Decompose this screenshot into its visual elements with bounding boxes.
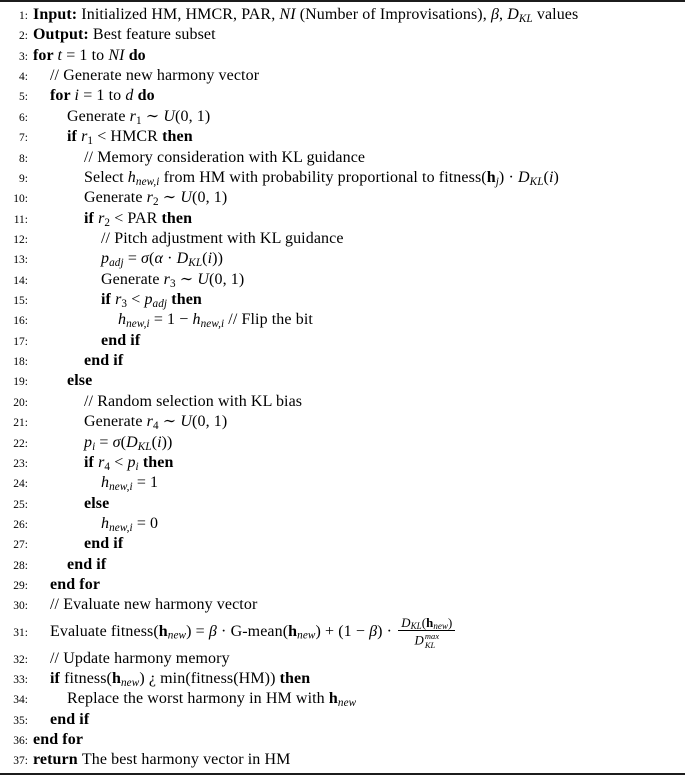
text-segment: end if	[50, 710, 90, 728]
line-number: 26:	[13, 518, 28, 531]
fraction-denominator	[398, 631, 455, 650]
line-number: 13:	[13, 254, 28, 267]
line-content	[33, 494, 681, 514]
line-content	[33, 107, 681, 127]
line-number: 6:	[19, 111, 28, 124]
text-segment: do	[137, 87, 155, 105]
text-segment: Input:	[33, 6, 78, 23]
algorithm-line-8	[2, 148, 681, 168]
text-segment: ∼	[158, 413, 181, 431]
text-segment: 4	[152, 419, 159, 432]
text-segment: r	[163, 270, 170, 288]
text-segment: new,i	[135, 175, 160, 188]
text-segment: KL	[424, 639, 436, 650]
text-segment: The best harmony vector in HM	[81, 751, 291, 769]
text-segment: if	[101, 291, 116, 309]
text-segment: d	[125, 87, 134, 105]
text-segment: (	[202, 250, 208, 268]
text-segment: else	[84, 494, 110, 512]
line-number: 14:	[13, 274, 28, 287]
algorithm-line-36	[2, 730, 681, 750]
text-segment: p	[127, 453, 136, 471]
text-segment: i	[135, 460, 139, 473]
line-number: 15:	[13, 295, 28, 308]
text-segment: (Number of Improvisations),	[295, 6, 491, 23]
text-segment: ∼	[141, 107, 164, 125]
text-segment: )	[553, 168, 559, 186]
text-segment: if	[50, 670, 65, 688]
text-segment: i	[92, 440, 96, 453]
algorithm-line-35	[2, 710, 681, 730]
line-number: 3:	[19, 50, 28, 63]
line-content	[33, 412, 681, 432]
algorithm-line-32	[2, 649, 681, 669]
algorithm-line-14	[2, 270, 681, 290]
text-segment: Best feature subset	[88, 26, 216, 44]
text-segment: D	[176, 250, 189, 268]
text-segment: t	[57, 46, 63, 64]
algorithm-line-33	[2, 669, 681, 689]
text-segment: end if	[84, 352, 124, 370]
text-segment: do	[128, 46, 146, 64]
line-number: 35:	[13, 714, 28, 727]
text-segment: D	[401, 615, 411, 630]
line-content	[33, 453, 681, 473]
text-segment: new	[433, 621, 449, 632]
text-segment: if	[84, 453, 99, 471]
text-segment: ) ·	[498, 168, 518, 186]
text-segment: σ	[141, 250, 150, 268]
line-content	[33, 25, 681, 45]
text-segment: )	[448, 615, 453, 630]
text-segment: U	[180, 413, 193, 431]
line-content	[33, 310, 681, 330]
algorithm-line-28	[2, 555, 681, 575]
algorithm-line-17	[2, 331, 681, 351]
text-segment: 4	[104, 460, 111, 473]
text-segment: new	[167, 629, 187, 642]
text-segment: = 1 to	[62, 46, 109, 64]
line-content	[33, 689, 681, 709]
text-segment: ∼	[158, 189, 181, 207]
line-content	[33, 229, 681, 249]
text-segment: ))	[161, 433, 173, 451]
line-number: 28:	[13, 559, 28, 572]
text-segment: from HM with probability proportional to fitness(	[159, 168, 487, 186]
algorithm-line-31	[2, 616, 681, 649]
line-content	[33, 433, 681, 453]
line-content	[33, 392, 681, 412]
line-number: 5:	[19, 91, 28, 104]
line-number: 11:	[13, 213, 28, 226]
text-segment: // Random selection with KL bias	[84, 392, 303, 410]
text-segment: new	[120, 676, 140, 689]
text-segment: = 1 to	[79, 87, 126, 105]
algorithm-line-3	[2, 46, 681, 66]
text-segment: (	[149, 250, 155, 268]
line-content	[33, 555, 681, 575]
text-segment: then	[162, 128, 193, 146]
text-segment: U	[163, 107, 176, 125]
line-number: 20:	[13, 396, 28, 409]
text-segment: U	[180, 189, 193, 207]
text-segment: h	[101, 474, 110, 492]
algorithm-line-1	[2, 5, 681, 25]
text-segment: h	[127, 168, 136, 186]
line-number: 1:	[19, 10, 28, 22]
text-segment: end if	[101, 331, 141, 349]
line-content	[33, 649, 681, 669]
line-number: 17:	[13, 335, 28, 348]
text-segment: r	[146, 413, 153, 431]
line-number: 21:	[13, 417, 28, 430]
text-segment: end if	[84, 535, 124, 553]
text-segment: end if	[67, 555, 107, 573]
text-segment: // Flip the bit	[224, 311, 313, 329]
line-content	[33, 270, 681, 290]
text-segment: NI	[108, 46, 125, 64]
text-segment: else	[67, 372, 93, 390]
line-content	[33, 148, 681, 168]
text-segment: 2	[152, 196, 159, 209]
fraction	[398, 616, 455, 650]
text-segment: NI	[279, 6, 296, 23]
line-number: 22:	[13, 437, 28, 450]
text-segment: r	[98, 209, 105, 227]
text-segment: D	[507, 6, 519, 23]
text-segment: max	[424, 631, 440, 642]
algorithm-line-16	[2, 310, 681, 330]
line-number: 19:	[13, 376, 28, 389]
text-segment: Generate	[84, 413, 147, 431]
text-segment: Initialized HM, HMCR, PAR,	[77, 6, 280, 23]
line-content	[33, 595, 681, 615]
line-content	[33, 209, 681, 229]
text-segment: new,i	[109, 521, 133, 534]
line-number: 23:	[13, 457, 28, 470]
text-segment: ) =	[186, 622, 209, 640]
text-segment: ) + (1 −	[315, 622, 370, 640]
line-number: 12:	[13, 233, 28, 246]
text-segment: i	[207, 250, 213, 268]
algorithm-lines	[0, 2, 685, 773]
text-segment: (	[151, 433, 158, 451]
line-number: 10:	[13, 193, 28, 206]
line-content	[33, 371, 681, 391]
text-segment: // Pitch adjustment with KL guidance	[101, 229, 344, 247]
line-content	[33, 514, 681, 534]
algorithm-line-26	[2, 514, 681, 534]
text-segment: β	[369, 622, 378, 640]
text-segment: i	[157, 433, 162, 451]
line-content	[33, 669, 681, 689]
text-segment: r	[129, 107, 136, 125]
text-segment: KL	[518, 12, 533, 25]
algorithm-line-27	[2, 534, 681, 554]
text-segment: h	[111, 670, 121, 688]
text-segment: < HMCR	[93, 128, 163, 146]
text-segment: Generate	[84, 189, 147, 207]
line-number: 9:	[19, 172, 28, 185]
text-segment: < PAR	[110, 209, 162, 227]
line-content	[33, 331, 681, 351]
text-segment: for	[33, 46, 58, 64]
text-segment: end for	[33, 731, 84, 749]
text-segment: h	[118, 311, 127, 329]
algorithm-line-22	[2, 433, 681, 453]
text-segment: β	[490, 6, 500, 23]
line-number: 18:	[13, 356, 28, 369]
text-segment: (0, 1)	[192, 189, 228, 207]
line-content	[33, 351, 681, 371]
algorithm-line-29	[2, 575, 681, 595]
text-segment: α	[154, 250, 163, 268]
text-segment: (0, 1)	[192, 413, 228, 431]
text-segment: j	[495, 175, 499, 188]
text-segment: r	[146, 189, 153, 207]
line-number: 36:	[13, 735, 28, 748]
text-segment: values	[532, 6, 579, 23]
line-number: 4:	[19, 71, 28, 84]
text-segment: h	[328, 690, 338, 708]
algorithm-line-2	[2, 25, 681, 45]
text-segment: then	[279, 670, 311, 688]
text-segment: for	[50, 87, 75, 105]
text-segment: if	[67, 128, 82, 146]
algorithm-line-11	[2, 209, 681, 229]
text-segment: D	[126, 433, 138, 451]
line-content	[33, 46, 681, 66]
line-content	[33, 575, 681, 595]
line-number: 30:	[13, 600, 28, 613]
algorithm-line-10	[2, 188, 681, 208]
text-segment: Generate	[67, 107, 130, 125]
line-content	[33, 750, 681, 770]
text-segment: D	[414, 633, 424, 648]
line-number: 33:	[13, 674, 28, 687]
text-segment: KL	[410, 621, 422, 632]
text-segment: Select	[84, 168, 128, 186]
text-segment: Evaluate fitness(	[50, 622, 159, 640]
line-number: 32:	[13, 653, 28, 666]
text-segment: β	[208, 622, 217, 640]
text-segment: new	[337, 697, 357, 710]
text-segment: KL	[188, 257, 203, 270]
text-segment: 3	[121, 297, 128, 310]
text-segment: // Update harmony memory	[50, 649, 230, 667]
algorithm-line-4	[2, 66, 681, 86]
algorithm-line-6	[2, 107, 681, 127]
text-segment: 3	[169, 277, 176, 290]
algorithm-line-5	[2, 86, 681, 106]
algorithm-line-12	[2, 229, 681, 249]
algorithm-line-19	[2, 371, 681, 391]
line-number: 16:	[13, 315, 28, 328]
algorithm-line-15	[2, 290, 681, 310]
line-number: 2:	[19, 30, 28, 43]
text-segment: h	[158, 622, 168, 640]
text-segment: p	[144, 291, 153, 309]
text-segment: ·	[162, 250, 177, 268]
line-content	[33, 5, 681, 25]
text-segment: (0, 1)	[175, 107, 211, 125]
text-segment: (	[543, 168, 549, 186]
text-segment: then	[161, 209, 193, 227]
text-segment: = 0	[132, 514, 159, 532]
text-segment: ))	[212, 250, 224, 268]
line-number: 31:	[13, 626, 28, 639]
line-number: 27:	[13, 539, 28, 552]
text-segment: p	[101, 250, 110, 268]
text-segment: ) ·	[377, 622, 397, 640]
text-segment: i	[74, 87, 80, 105]
text-segment: adj	[152, 297, 168, 310]
text-segment: r	[98, 453, 105, 471]
text-segment: · G-mean(	[216, 622, 289, 640]
line-content	[33, 168, 681, 188]
text-segment: h	[486, 168, 496, 186]
text-segment: end for	[50, 576, 101, 594]
text-segment: (	[421, 615, 427, 630]
text-segment: KL	[529, 175, 544, 188]
text-segment: // Generate new harmony vector	[50, 67, 260, 85]
line-content	[33, 249, 681, 269]
text-segment: h	[426, 615, 434, 630]
text-segment: Generate	[101, 270, 164, 288]
text-segment: ,	[499, 6, 508, 23]
text-segment: KL	[137, 440, 152, 453]
text-segment: (0, 1)	[209, 270, 245, 288]
text-segment: 1	[135, 114, 142, 127]
text-segment: r	[81, 128, 88, 146]
fraction-numerator	[398, 616, 455, 631]
text-segment: new,i	[109, 481, 133, 494]
line-number: 34:	[13, 694, 28, 707]
text-segment: = 1	[132, 474, 159, 492]
text-segment: // Memory consideration with KL guidance	[84, 148, 366, 166]
text-segment: then	[142, 453, 174, 471]
text-segment: // Evaluate new harmony vector	[50, 596, 258, 614]
text-segment: p	[84, 433, 93, 451]
algorithm-line-18	[2, 351, 681, 371]
line-content	[33, 188, 681, 208]
text-segment: (	[120, 433, 127, 451]
supsub-stack	[425, 632, 439, 650]
text-segment: fitness(	[64, 670, 112, 688]
line-content	[33, 127, 681, 147]
line-number: 7:	[19, 132, 28, 145]
algorithm-line-9	[2, 168, 681, 188]
line-number: 24:	[13, 478, 28, 491]
line-number: 8:	[19, 152, 28, 165]
text-segment: D	[517, 168, 530, 186]
algorithm-line-21	[2, 412, 681, 432]
algorithm-line-23	[2, 453, 681, 473]
line-content	[33, 290, 681, 310]
algorithm-line-20	[2, 392, 681, 412]
text-segment: h	[288, 622, 298, 640]
text-segment: <	[110, 453, 128, 471]
line-content	[33, 66, 681, 86]
text-segment: return	[33, 751, 82, 769]
algorithm-line-30	[2, 595, 681, 615]
text-segment: then	[171, 291, 202, 309]
text-segment: Replace the worst harmony in HM with	[67, 690, 329, 708]
text-segment: h	[101, 514, 110, 532]
line-number: 37:	[13, 755, 28, 768]
algorithm-line-37	[2, 750, 681, 770]
text-segment: σ	[112, 433, 121, 451]
text-segment: ∼	[175, 270, 198, 288]
algorithm-line-7	[2, 127, 681, 147]
text-segment: 2	[104, 216, 111, 229]
line-content	[33, 730, 681, 750]
line-number: 29:	[13, 580, 28, 593]
text-segment: i	[548, 168, 554, 186]
algorithm-line-13	[2, 249, 681, 269]
line-content	[33, 473, 681, 493]
algorithm-line-34	[2, 689, 681, 709]
line-content	[33, 710, 681, 730]
line-content	[33, 616, 681, 650]
text-segment: =	[95, 433, 113, 451]
text-segment: U	[197, 270, 210, 288]
line-number: 25:	[13, 498, 28, 511]
text-segment: <	[127, 291, 145, 309]
text-segment: 1	[87, 134, 94, 147]
algorithm-line-24	[2, 473, 681, 493]
text-segment: r	[115, 291, 122, 309]
text-segment: new,i	[126, 318, 150, 331]
text-segment: if	[84, 209, 99, 227]
text-segment: ) ¿ min(fitness(HM))	[139, 670, 280, 688]
text-segment: = 1 −	[149, 311, 193, 329]
text-segment: new,i	[200, 318, 225, 331]
line-content	[33, 534, 681, 554]
text-segment: Output:	[33, 26, 89, 44]
text-segment: adj	[109, 257, 124, 270]
line-content	[33, 86, 681, 106]
text-segment: =	[123, 250, 142, 268]
text-segment: h	[192, 311, 201, 329]
algorithm-line-25	[2, 494, 681, 514]
text-segment: new	[297, 629, 316, 642]
